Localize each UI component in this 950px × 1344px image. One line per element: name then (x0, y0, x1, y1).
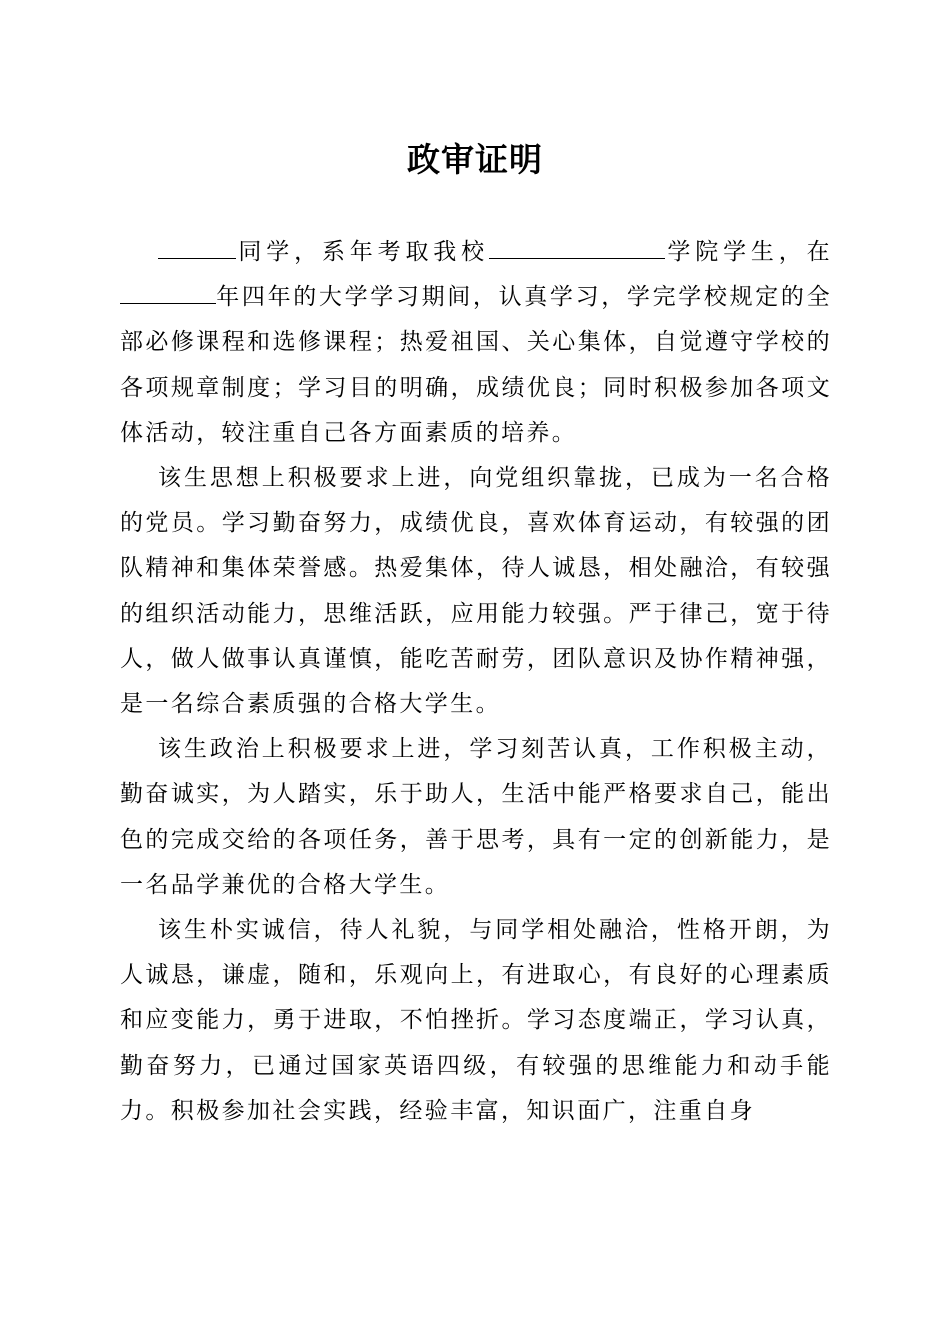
document-body (120, 230, 832, 1134)
study-years-blank[interactable] (120, 281, 216, 304)
student-name-blank[interactable] (158, 236, 236, 259)
paragraph-character: 该生朴实诚信，待人礼貌，与同学相处融洽，性格开朗，为人诚恳，谦虚，随和，乐观向上，有进取心，有良好的心理素质和应变能力，勇于进取，不怕挫折。学习态度端正，学习认真，勤奋努力，已通过国家英语四级，有较强的思维能力和动手能力。积极参加社会实践，经验丰富，知识面广，注重自身 (120, 917, 832, 1124)
paragraph-ideology: 该生思想上积极要求上进，向党组织靠拢，已成为一名合格的党员。学习勤奋努力，成绩优良，喜欢体育运动，有较强的团队精神和集体荣誉感。热爱集体，待人诚恳，相处融洽，有较强的组织活动能力，思维活跃，应用能力较强。严于律己，宽于待人，做人做事认真谨慎，能吃苦耐劳，团队意识及协作精神强，是一名综合素质强的合格大学生。 (120, 465, 832, 718)
document-title: 政审证明 (407, 140, 543, 179)
intro-text-part3: 年四年的大学学习期间，认真学习，学完学校规定的全部必修课程和选修课程；热爱祖国、关心集体，自觉遵守学校的各项规章制度；学习目的明确，成绩优良；同时积极参加各项文体活动，较注重自己各方面素质的培养。 (120, 284, 832, 446)
paragraph-intro (120, 230, 832, 456)
intro-text-part1: 同学，系年考取我校 (236, 239, 489, 265)
college-name-blank[interactable] (489, 236, 665, 259)
intro-text-part2: 学院学生，在 (664, 239, 832, 265)
paragraph-politics: 该生政治上积极要求上进，学习刻苦认真，工作积极主动，勤奋诚实，为人踏实，乐于助人，生活中能严格要求自己，能出色的完成交给的各项任务，善于思考，具有一定的创新能力，是一名品学兼优的合格大学生。 (120, 736, 832, 898)
